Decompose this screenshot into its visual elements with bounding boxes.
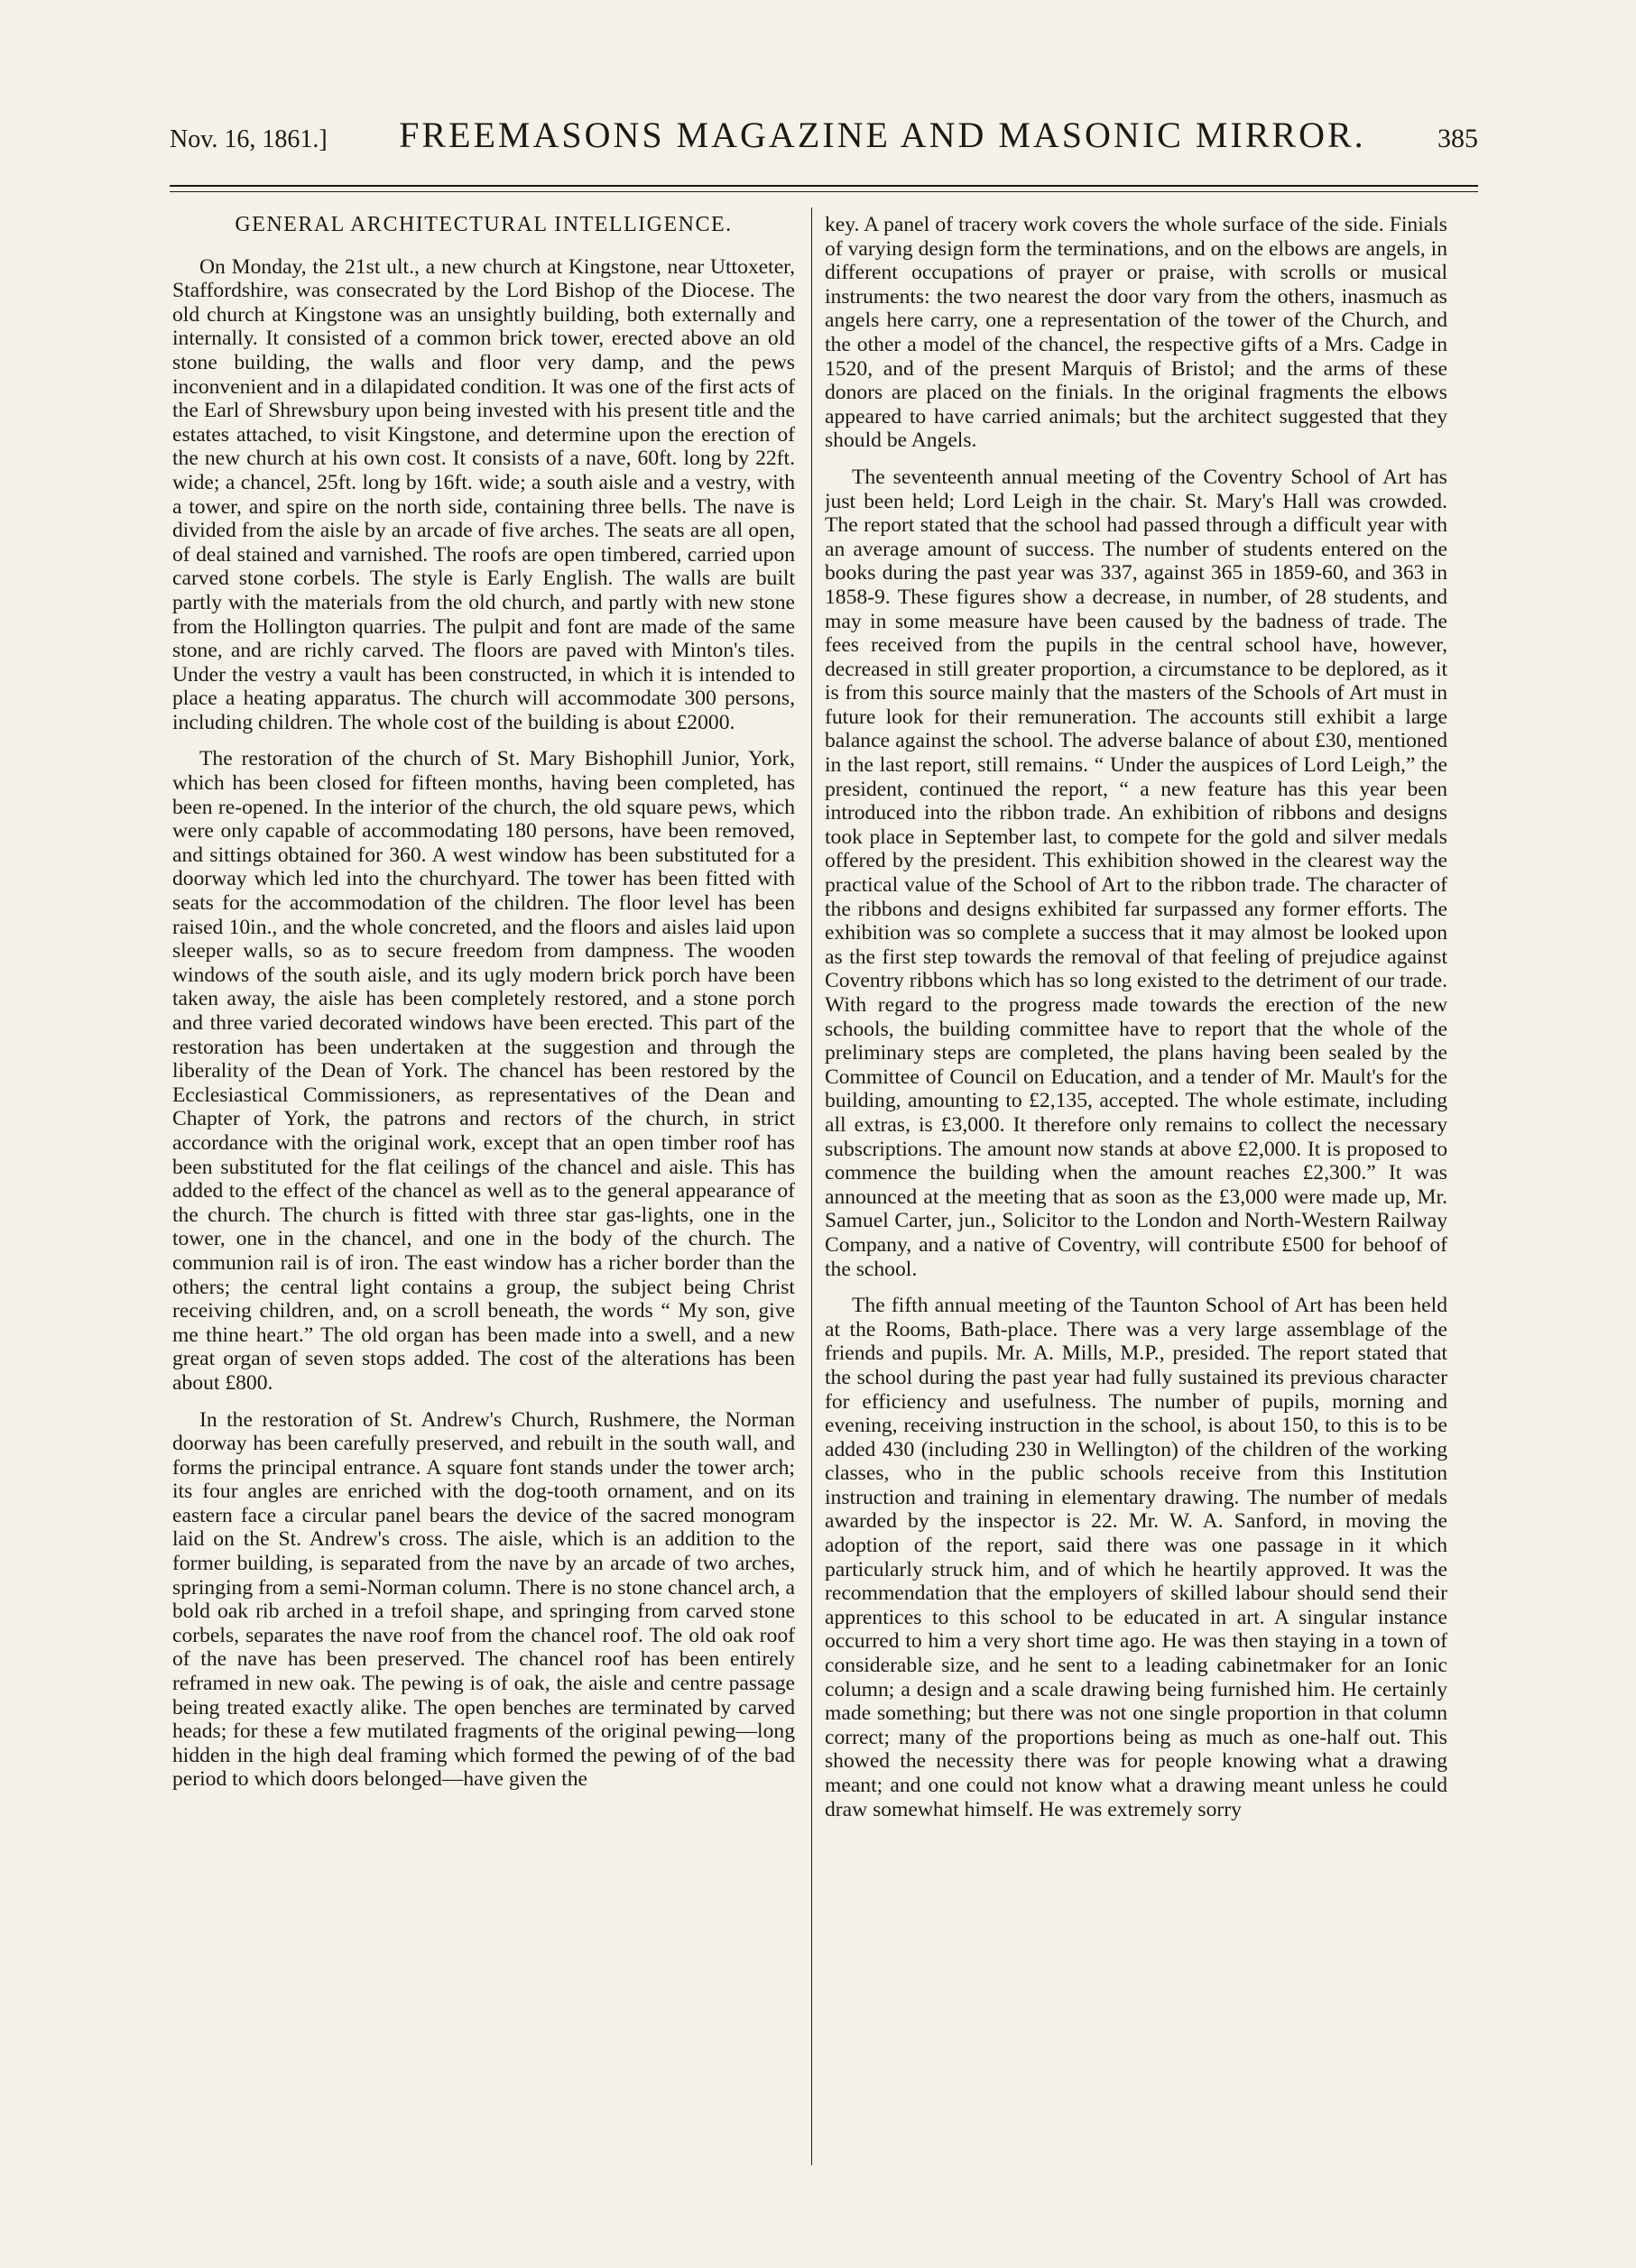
paragraph-coventry-school-of-art: The seventeenth annual meeting of the Coventry School of Art has just been held; Lord Leigh in the chair. St. Mary's Hall was crowded. The report stated that the school had passed through a difficult year with an average amount of success. The number of students entered on the books during the past year was 337, against 365 in 1859-60, and 363 in 1858-9. These figures show a decrease, in number, of 28 students, and may in some measure have been caused by the badness of trade. The fees received from the pupils in the central school have, however, decreased in still greater proportion, a circumstance to be deplored, as it is from this source mainly that the masters of the Schools of Art must in future look for their remuneration. The accounts still exhibit a large balance against the school. The adverse balance of about £30, mentioned in the last report, still remains. “ Under the auspices of Lord Leigh,” the president, continued the report, “ a new feature has this year been introduced into the ribbon trade. An exhibition of ribbons and designs took place in September last, to compete for the gold and silver medals offered by the president. This exhibition showed in the clearest way the practical value of the School of Art to the ribbon trade. The character of the ribbons and designs exhibited far surpassed any former efforts. The exhibition was so complete a success that it may almost be looked upon as the first step towards the removal of that feeling of prejudice against Coventry ribbons which has so long existed to the detriment of our trade. With regard to the progress made towards the erection of the new schools, the building committee have to report that the whole of the preliminary steps are completed, the plans having been sealed by the Committee of Council on Education, and a tender of Mr. Mault's for the building, amounting to £2,135, accepted. The whole estimate, including all extras, is £3,000. It therefore only remains to collect the necessary subscriptions. The amount now stands at above £2,000. It is proposed to commence the building when the amount reaches £2,300.” It was announced at the meeting that as soon as the £3,000 were made up, Mr. Samuel Carter, jun., Solicitor to the London and North-Western Railway Company, and a native of Coventry, will contribute £500 for behoof of the school. [825,465,1447,1281]
header-rule-thin [170,191,1478,192]
header-rule-thick [170,185,1478,187]
paragraph-kingstone-church: On Monday, the 21st ult., a new church at Kingstone, near Uttoxeter, Staffordshire, was consecrated by the Lord Bishop of the Diocese. The old church at Kingstone was an unsightly building, both externally and internally. It consisted of a common brick tower, erected above an old stone building, the walls and floor very damp, and the pews inconvenient and in a dilapidated condition. It was one of the first acts of the Earl of Shrewsbury upon being invested with his present title and the estates attached, to visit Kingstone, and determine upon the erection of the new church at his own cost. It consists of a nave, 60ft. long by 22ft. wide; a chancel, 25ft. long by 16ft. wide; a south aisle and a vestry, with a tower, and spire on the north side, containing three bells. The nave is divided from the aisle by an arcade of five arches. The seats are all open, of deal stained and varnished. The roofs are open timbered, carried upon carved stone corbels. The style is Early English. The walls are built partly with the materials from the old church, and partly with new stone from the Hollington quarries. The pulpit and font are made of the same stone, and are richly carved. The floors are paved with Minton's tiles. Under the vestry a vault has been constructed, in which it is intended to place a heating apparatus. The church will accommodate 300 persons, including children. The whole cost of the building is about £2000. [172,254,795,734]
left-column [172,213,795,2184]
right-column [825,213,1447,2184]
column-divider [811,207,812,2165]
paragraph-continuation-pewing: key. A panel of tracery work covers the whole surface of the side. Finials of varying design form the terminations, and on the elbows are angels, in different occupations of prayer or praise, with scrolls or musical instruments: the two nearest the door vary from the others, inasmuch as angels here carry, one a representation of the tower of the Church, and the other a model of the chancel, the respective gifts of a Mrs. Cadge in 1520, and of the present Marquis of Bristol; and the arms of these donors are placed on the finials. In the original fragments the elbows appeared to have carried animals; but the architect suggested that they should be Angels. [825,213,1447,453]
paragraph-st-mary-bishophill: The restoration of the church of St. Mary Bishophill Junior, York, which has been closed for fifteen months, having been completed, has been re-opened. In the interior of the church, the old square pews, which were only capable of accommodating 180 persons, have been removed, and sittings obtained for 360. A west window has been substituted for a doorway which led into the churchyard. The tower has been fitted with seats for the accommodation of the children. The floor level has been raised 10in., and the whole concreted, and the floors and aisles laid upon sleeper walls, so as to secure freedom from dampness. The wooden windows of the south aisle, and its ugly modern brick porch have been taken away, the aisle has been completely restored, and a stone porch and three varied decorated windows have been erected. This part of the restoration has been undertaken at the suggestion and through the liberality of the Dean of York. The chancel has been restored by the Ecclesiastical Commissioners, as representatives of the Dean and Chapter of York, the patrons and rectors of the church, in strict accordance with the original work, except that an open timber roof has been substituted for the flat ceilings of the chancel and aisle. This has added to the effect of the chancel as well as to the general appearance of the church. The church is fitted with three star gas-lights, one in the tower, one in the chancel, and one in the body of the church. The communion rail is of iron. The east window has a richer border than the others; the central light contains a group, the subject being Christ receiving children, and, on a scroll beneath, the words “ My son, give me thine heart.” The old organ has been made into a swell, and a new great organ of seven stops added. The cost of the alterations has been about £800. [172,747,795,1395]
page-header [170,114,1478,168]
paragraph-taunton-school-of-art: The fifth annual meeting of the Taunton School of Art has been held at the Rooms, Bath-place. There was a very large assemblage of the friends and pupils. Mr. A. Mills, M.P., presided. The report stated that the school during the past year had fully sustained its previous character for efficiency and usefulness. The number of pupils, morning and evening, receiving instruction in the school, is about 150, to this is to be added 430 (including 230 in Wellington) of the children of the working classes, who in the public schools receive from this Institution instruction and training in elementary drawing. The number of medals awarded by the inspector is 22. Mr. W. A. Sanford, in moving the adoption of the report, said there was one passage in it which particularly struck him, and of which he heartily approved. It was the recommendation that the employers of skilled labour should send their apprentices to this school to be educated in art. A singular instance occurred to him a very short time ago. He was then staying in a town of considerable size, and he sent to a leading cabinetmaker for an Ionic column; a design and a scale drawing being furnished him. He certainly made something; but there was not one single proportion in that column correct; many of the proportions being as much as one-half out. This showed the necessity there was for people knowing what a drawing meant; and one could not know what a drawing meant unless he could draw somewhat himself. He was extremely sorry [825,1294,1447,1821]
header-title: FREEMASONS MAGAZINE AND MASONIC MIRROR. [399,115,1366,155]
header-date: Nov. 16, 1861.] [170,125,328,153]
header-page-number: 385 [1437,124,1478,153]
paragraph-st-andrew-rushmere: In the restoration of St. Andrew's Church, Rushmere, the Norman doorway has been carefully preserved, and rebuilt in the south wall, and forms the principal entrance. A square font stands under the tower arch; its four angles are enriched with the dog-tooth ornament, and on its eastern face a circular panel bears the device of the sacred monogram laid on the St. Andrew's cross. The aisle, which is an addition to the former building, is separated from the nave by an arcade of two arches, springing from a semi-Norman column. There is no stone chancel arch, a bold oak rib arched in a trefoil shape, and springing from carved stone corbels, separates the nave roof from the chancel roof. The old oak roof of the nave has been preserved. The chancel roof has been entirely reframed in new oak. The pewing is of oak, the aisle and centre passage being treated exactly alike. The open benches are terminated by carved heads; for these a few mutilated fragments of the original pewing—long hidden in the high deal framing which formed the pewing of of the bad period to which doors belonged—have given the [172,1407,795,1792]
section-title: GENERAL ARCHITECTURAL INTELLIGENCE. [235,213,733,236]
